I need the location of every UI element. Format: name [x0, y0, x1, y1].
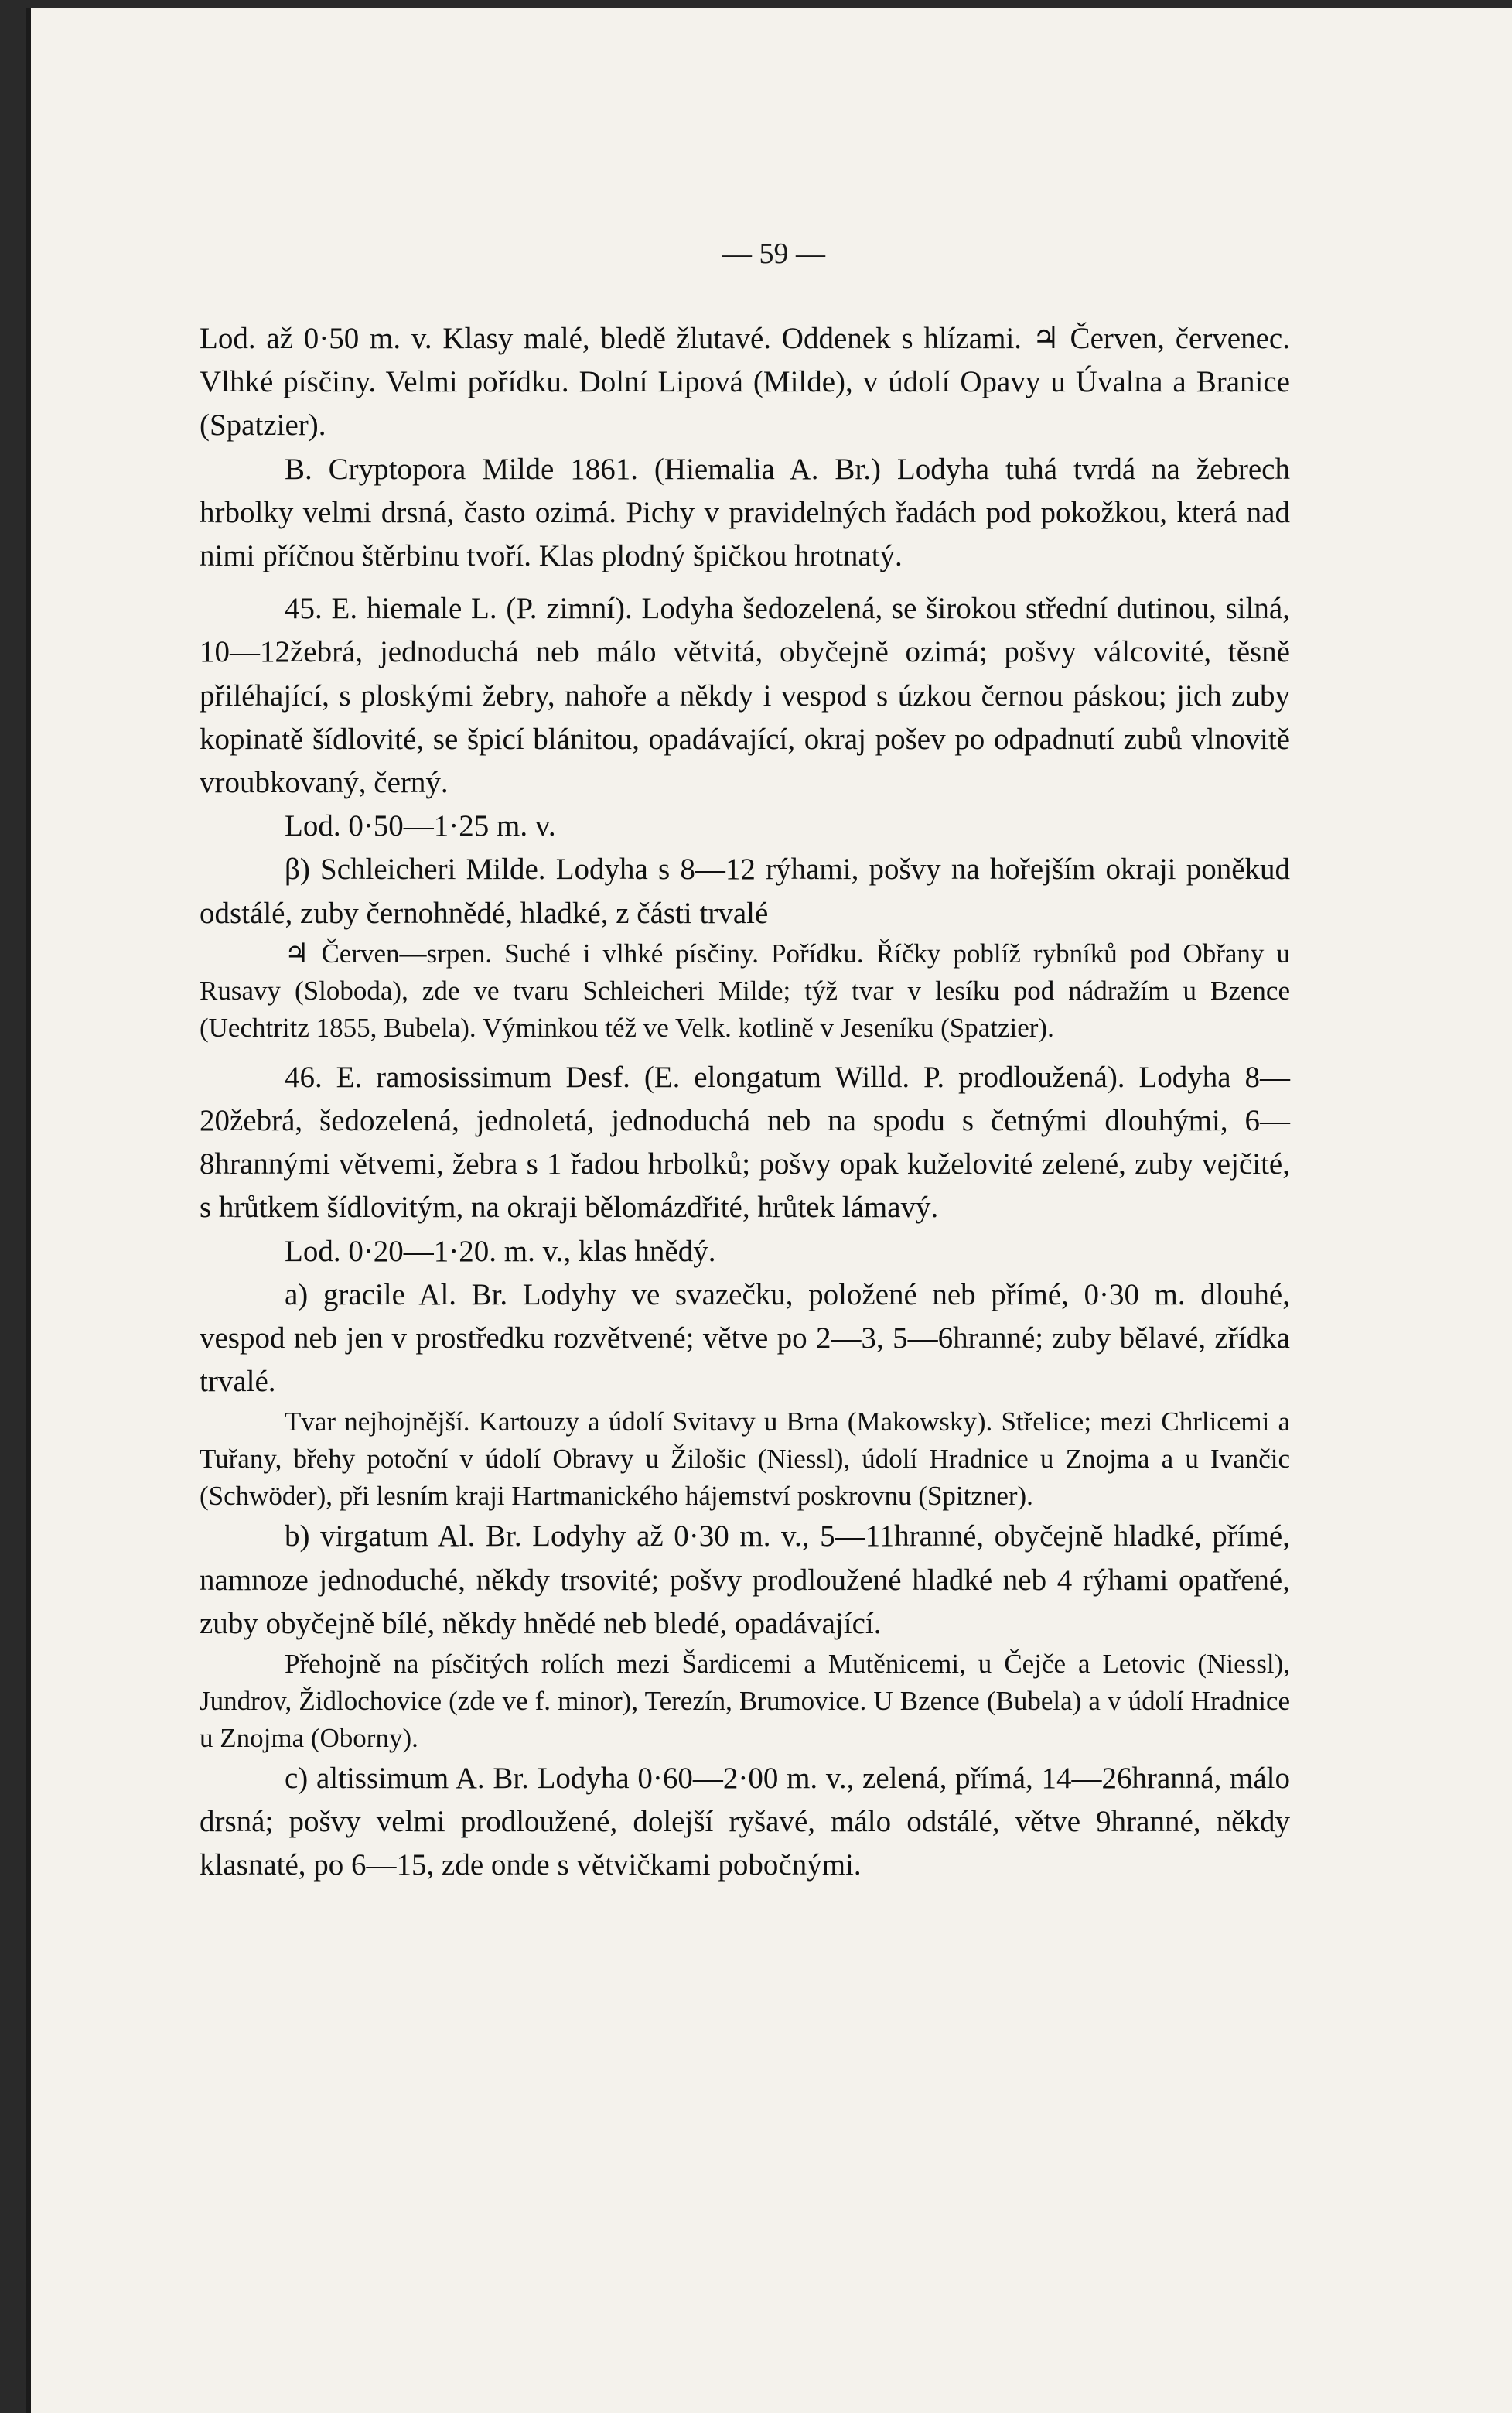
paragraph-variety-gracile: a) gracile Al. Br. Lodyhy ve svazečku, položené neb přímé, 0·30 m. dlouhé, vespod neb jen v prostředku rozvětvené; větve po 2—3, 5—6hranné; zuby bělavé, zřídka trvalé.	[200, 1277, 1290, 1399]
paragraph-localities-gracile: Tvar nejhojnější. Kartouzy a údolí Svitavy u Brna (Makowsky). Střelice; mezi Chrlicemi a Tuřany, břehy potoční v údolí Obravy u Žilošic (Niessl), údolí Hradnice u Znojma a u Ivančic (Schwöder), při lesním kraji Hartmanického hájemství poskrovnu (Spitzner).	[200, 1406, 1290, 1512]
paragraph-variety-altissimum: c) altissimum A. Br. Lodyha 0·60—2·00 m. v., zelená, přímá, 14—26hranná, málo drsná; pošvy velmi prodloužené, dolejší ryšavé, málo odstálé, větve 9hranné, někdy klasnaté, po 6—15, zde onde s větvičkami pobočnými.	[200, 1762, 1290, 1882]
paragraph-species-46: 46. E. ramosissimum Desf. (E. elongatum Willd. P. prodloužená). Lodyha 8—20žebrá, šedozelená, jednoletá, jednoduchá neb na spodu s četnými dlouhými, 6—8hrannými větvemi, žebra s 1 řadou hrbolků; pošvy opak kuželovité zelené, zuby vejčité, s hrůtkem šídlovitým, na okraji bělomázdřité, hrůtek lámavý.	[200, 1060, 1290, 1225]
page-number: — 59 —	[722, 238, 825, 270]
book-page	[26, 8, 1512, 2413]
paragraph-continuation: Lod. až 0·50 m. v. Klasy malé, bledě žlutavé. Oddenek s hlízami. ♃ Červen, červenec. Vlhké písčiny. Velmi pořídku. Dolní Lipová (Milde), v údolí Opavy u Úvalna a Branice (Spatzier).	[200, 322, 1290, 443]
body-text	[200, 317, 1290, 1888]
paragraph-variety-schleicheri: β) Schleicheri Milde. Lodyha s 8—12 rýhami, pošvy na hořejším okraji poněkud odstálé, zuby černohnědé, hladké, z části trvalé	[200, 853, 1290, 930]
paragraph-measure-45: Lod. 0·50—1·25 m. v.	[285, 809, 556, 843]
paragraph-localities-virgatum: Přehojně na písčitých rolích mezi Šardicemi a Mutěnicemi, u Čejče a Letovic (Niessl), Jundrov, Židlochovice (zde ve f. minor), Terezín, Brumovice. U Bzence (Bubela) a v údolí Hradnice u Znojma (Oborny).	[200, 1649, 1290, 1754]
paragraph-measure-46: Lod. 0·20—1·20. m. v., klas hnědý.	[285, 1234, 716, 1268]
paragraph-variety-virgatum: b) virgatum Al. Br. Lodyhy až 0·30 m. v., 5—11hranné, obyčejně hladké, přímé, namnoze jednoduché, někdy trsovité; pošvy prodloužené hladké neb 4 rýhami opatřené, zuby obyčejně bílé, někdy hnědé neb bledé, opadávající.	[200, 1519, 1290, 1640]
paragraph-localities-45: ♃ Červen—srpen. Suché i vlhké písčiny. Pořídku. Říčky poblíž rybníků pod Obřany u Rusavy (Sloboda), zde ve tvaru Schleicheri Milde; týž tvar v lesíku pod nádražím u Bzence (Uechtritz 1855, Bubela). Výminkou též ve Velk. kotlině v Jeseníku (Spatzier).	[200, 938, 1290, 1043]
paragraph-cryptopora: B. Cryptopora Milde 1861. (Hiemalia A. Br.) Lodyha tuhá tvrdá na žebrech hrbolky velmi drsná, často ozimá. Pichy v pravidelných řadách pod pokožkou, která nad nimi příčnou štěrbinu tvoří. Klas plodný špičkou hrotnatý.	[200, 452, 1290, 573]
paragraph-species-45: 45. E. hiemale L. (P. zimní). Lodyha šedozelená, se širokou střední dutinou, silná, 10—12žebrá, jednoduchá neb málo větvitá, obyčejně ozimá; pošvy válcovité, těsně přiléhající, s ploskými žebry, nahoře a někdy i vespod s úzkou černou páskou; jich zuby kopinatě šídlovité, se špicí blánitou, opadávající, okraj pošev po odpadnutí zubů vlnovitě vroubkovaný, černý.	[200, 592, 1290, 800]
